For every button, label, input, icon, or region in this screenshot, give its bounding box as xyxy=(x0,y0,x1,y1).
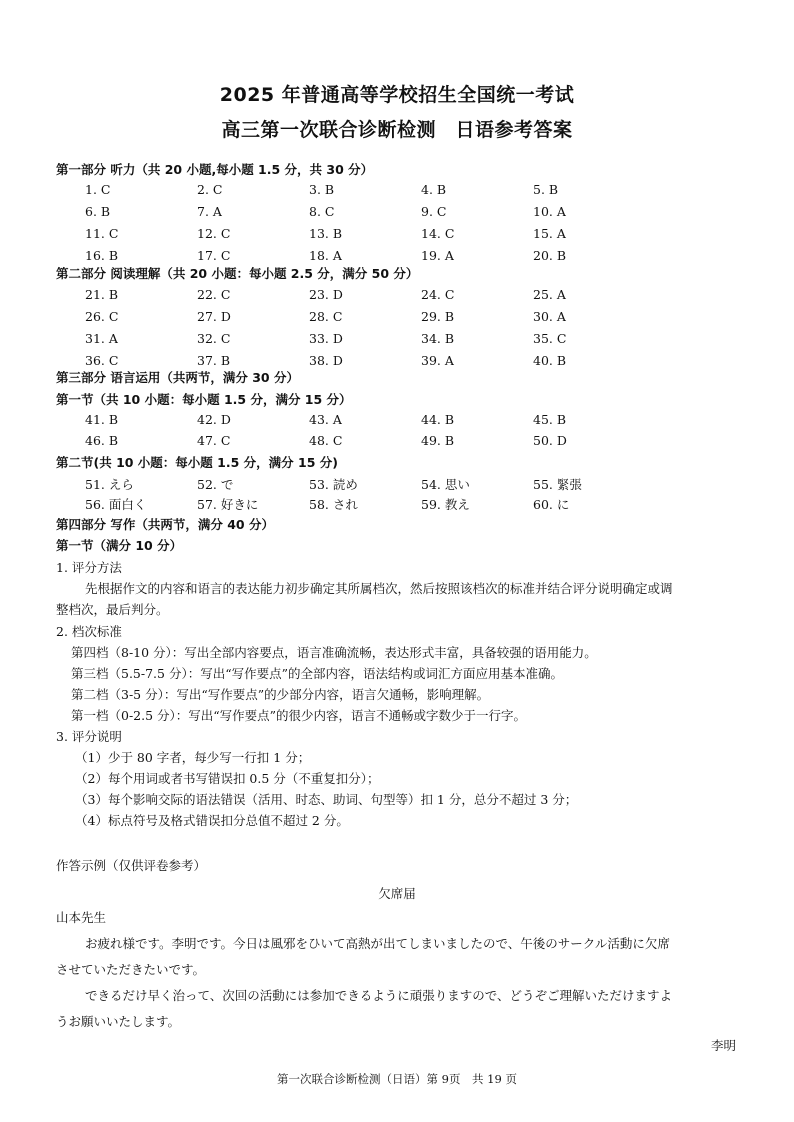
answer-item: 32. C xyxy=(197,331,231,346)
answer-item: 58. され xyxy=(309,497,358,512)
grade-item: 第一档（0-2.5 分）：写出“写作要点”的很少内容，语言不通畅或字数少于一行字。 xyxy=(71,708,527,723)
answer-item: 54. 思い xyxy=(421,477,470,492)
answer-item: 11. C xyxy=(85,226,119,241)
answer-item: 47. C xyxy=(197,433,231,448)
part4-heading: 第四部分 写作（共两节，满分 40 分） xyxy=(56,517,274,532)
answer-item: 1. C xyxy=(85,182,111,197)
answer-item: 39. A xyxy=(421,353,454,368)
answer-item: 3. B xyxy=(309,182,335,197)
answer-item: 30. A xyxy=(533,309,566,324)
answer-item: 29. B xyxy=(421,309,455,324)
answer-item: 27. D xyxy=(197,309,231,324)
answer-item: 6. B xyxy=(85,204,111,219)
answer-row xyxy=(0,475,794,495)
notes-heading: 3. 评分说明 xyxy=(56,729,122,744)
answer-item: 25. A xyxy=(533,287,566,302)
answer-item: 4. B xyxy=(421,182,447,197)
answer-item: 35. C xyxy=(533,331,567,346)
page-footer: 第一次联合诊断检测（日语）第 9页 共 19 页 xyxy=(277,1072,517,1086)
answer-item: 53. 読め xyxy=(309,477,358,492)
method-text: 先根据作文的内容和语言的表达能力初步确定其所属档次，然后按照该档次的标准并结合评分说明确定或调 xyxy=(85,581,673,596)
answer-item: 52. で xyxy=(197,477,234,492)
letter-paragraph: できるだけ早く治って、次回の活動には参加できるように頑張りますので、どうぞご理解いただけますよ xyxy=(85,988,673,1003)
answer-item: 34. B xyxy=(421,331,455,346)
grade-item: 第二档（3-5 分）：写出“写作要点”的少部分内容，语言欠通畅，影响理解。 xyxy=(71,687,490,702)
answer-item: 20. B xyxy=(533,248,567,263)
answer-item: 37. B xyxy=(197,353,231,368)
answer-item: 16. B xyxy=(85,248,119,263)
grades-heading: 2. 档次标准 xyxy=(56,624,122,639)
method-heading: 1. 评分方法 xyxy=(56,560,122,575)
answer-item: 28. C xyxy=(309,309,343,324)
answer-item: 48. C xyxy=(309,433,343,448)
answer-item: 2. C xyxy=(197,182,223,197)
answer-item: 7. A xyxy=(197,204,222,219)
answer-item: 42. D xyxy=(197,412,231,427)
answer-item: 19. A xyxy=(421,248,454,263)
answer-item: 10. A xyxy=(533,204,566,219)
note-item: （4）标点符号及格式错误扣分总值不超过 2 分。 xyxy=(75,813,349,828)
answer-row xyxy=(0,204,794,224)
note-item: （2）每个用词或者书写错误扣 0.5 分（不重复扣分）； xyxy=(75,771,380,786)
answer-row xyxy=(0,287,794,307)
answer-item: 57. 好きに xyxy=(197,497,259,512)
answer-item: 31. A xyxy=(85,331,118,346)
part3-section2-heading: 第二节(共 10 小题：每小题 1.5 分，满分 15 分) xyxy=(56,455,338,470)
letter-paragraph: お疲れ様です。李明です。今日は風邪をひいて高熱が出てしまいましたので、午後のサークル活動に欠席 xyxy=(85,936,670,951)
answer-key-title: 高三第一次联合诊断检测 日语参考答案 xyxy=(221,119,573,141)
answer-item: 5. B xyxy=(533,182,559,197)
answer-item: 55. 緊張 xyxy=(533,477,582,492)
answer-item: 51. えら xyxy=(85,477,134,492)
answer-item: 38. D xyxy=(309,353,343,368)
answer-item: 24. C xyxy=(421,287,455,302)
sample-heading: 作答示例（仅供评卷参考） xyxy=(56,858,207,873)
answer-item: 26. C xyxy=(85,309,119,324)
letter-paragraph-continued: させていただきたいです。 xyxy=(56,962,206,977)
answer-row xyxy=(0,495,794,515)
letter-recipient: 山本先生 xyxy=(56,910,107,925)
answer-item: 18. A xyxy=(309,248,342,263)
part3-heading: 第三部分 语言运用（共两节，满分 30 分） xyxy=(56,370,299,385)
letter-paragraph-continued: うお願いいたします。 xyxy=(56,1014,181,1029)
answer-item: 23. D xyxy=(309,287,343,302)
answer-item: 44. B xyxy=(421,412,455,427)
answer-item: 12. C xyxy=(197,226,231,241)
method-text-continued: 整档次，最后判分。 xyxy=(56,602,169,617)
answer-item: 56. 面白く xyxy=(85,497,147,512)
part4-section1-heading: 第一节（满分 10 分） xyxy=(56,538,183,553)
exam-title: 2025 年普通高等学校招生全国统一考试 xyxy=(219,84,575,106)
answer-item: 8. C xyxy=(309,204,335,219)
grade-item: 第三档（5.5-7.5 分）：写出“写作要点”的全部内容，语法结构或词汇方面应用基本准确。 xyxy=(71,666,563,681)
answer-item: 59. 教え xyxy=(421,497,470,512)
part2-heading: 第二部分 阅读理解（共 20 小题：每小题 2.5 分，满分 50 分） xyxy=(56,266,419,281)
answer-row xyxy=(0,309,794,329)
answer-row xyxy=(0,412,794,432)
answer-item: 13. B xyxy=(309,226,343,241)
answer-item: 36. C xyxy=(85,353,119,368)
answer-item: 9. C xyxy=(421,204,447,219)
answer-item: 50. D xyxy=(533,433,567,448)
answer-item: 43. A xyxy=(309,412,342,427)
answer-item: 33. D xyxy=(309,331,343,346)
answer-item: 40. B xyxy=(533,353,567,368)
answer-row xyxy=(0,226,794,246)
answer-item: 17. C xyxy=(197,248,231,263)
answer-item: 22. C xyxy=(197,287,231,302)
letter-title: 欠席届 xyxy=(378,886,416,901)
answer-item: 41. B xyxy=(85,412,119,427)
answer-row xyxy=(0,331,794,351)
part1-heading: 第一部分 听力（共 20 小题,每小题 1.5 分，共 30 分） xyxy=(56,162,374,177)
answer-item: 45. B xyxy=(533,412,567,427)
answer-item: 49. B xyxy=(421,433,455,448)
part3-section1-heading: 第一节（共 10 小题：每小题 1.5 分，满分 15 分） xyxy=(56,392,352,407)
answer-row xyxy=(0,182,794,202)
note-item: （1）少于 80 字者，每少写一行扣 1 分； xyxy=(75,750,311,765)
answer-item: 46. B xyxy=(85,433,119,448)
answer-item: 21. B xyxy=(85,287,119,302)
answer-item: 60. に xyxy=(533,497,570,512)
note-item: （3）每个影响交际的语法错误（活用、时态、助词、句型等）扣 1 分，总分不超过 3 分； xyxy=(75,792,578,807)
answer-item: 14. C xyxy=(421,226,455,241)
answer-row xyxy=(0,433,794,453)
grade-item: 第四档（8-10 分）：写出全部内容要点，语言准确流畅，表达形式丰富，具备较强的语用能力。 xyxy=(71,645,597,660)
answer-item: 15. A xyxy=(533,226,566,241)
letter-signature: 李明 xyxy=(710,1038,736,1053)
